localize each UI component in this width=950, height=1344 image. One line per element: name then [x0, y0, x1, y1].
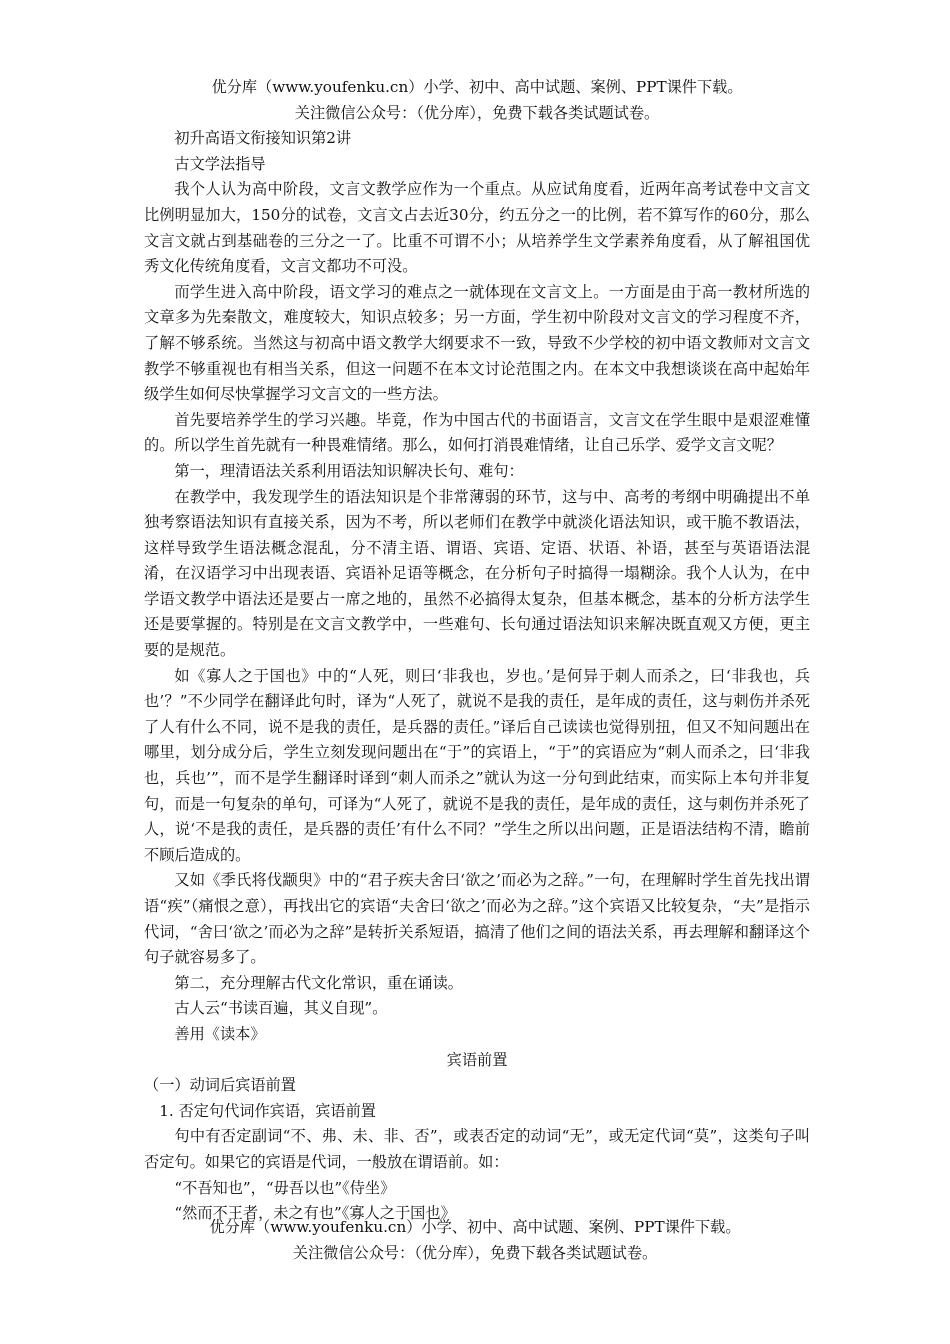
point-2-heading: 第二，充分理解古代文化常识，重在诵读。 — [174, 973, 463, 992]
page-footer — [0, 1215, 950, 1266]
example-line: “不吾知也”，“毋吾以也”《侍坐》 — [174, 1178, 396, 1197]
quote-line: 古人云“书读百遍，其义自现”。 — [174, 999, 388, 1018]
reader-line: 善用《读本》 — [174, 1024, 266, 1043]
paragraph: 首先要培养学生的学习兴趣。毕竟，作为中国古代的书面语言，文言文在学生眼中是艰涩难懂的。所以学生首先就有一种畏难情绪。那么，如何打消畏难情绪，让自己乐学、爱学文言文呢？ — [144, 410, 810, 455]
footer-line-2: 关注微信公众号：（优分库），免费下载各类试题试卷。 — [292, 1243, 658, 1262]
section-title: 宾语前置 — [446, 1050, 508, 1069]
header-line-1: 优分库（www.youfenku.cn）小学、初中、高中试题、案例、PPT课件下载。 — [211, 78, 743, 96]
paragraph: 又如《季氏将伐颛臾》中的“君子疾夫舍曰‘欲之’而必为之辞。”一句，在理解时学生首先找出谓语“疾”（痛恨之意），再找出它的宾语“夫舍曰‘欲之’而必为之辞。”这个宾语又比较复杂，“夫”是指示代词，“舍曰‘欲之’而必为之辞”是转折关系短语，搞清了他们之间的语法关系，再去理解和翻译这个句子就容易多了。 — [144, 871, 810, 967]
point-1-heading: 第一，理清语法关系利用语法知识解决长句、难句： — [174, 461, 524, 480]
paragraph: 如《寡人之于国也》中的“人死，则曰‘非我也，岁也。’是何异于刺人而杀之，曰‘非我也，兵也’？”不少同学在翻译此句时，译为“人死了，就说不是我的责任，是年成的责任，这与刺伤并杀死了人有什么不同，说不是我的责任，是兵器的责任。”译后自己读读也觉得别扭，但又不知问题出在哪里，划分成分后，学生立刻发现问题出在“于”的宾语上，“于”的宾语应为“刺人而杀之，曰‘非我也，兵也’”，而不是学生翻译时译到“刺人而杀之”就认为这一分句到此结束，而实际上本句并非复句，而是一句复杂的单句，可译为“人死了，就说不是我的责任，是年成的责任，这与刺伤并杀死了人，说‘不是我的责任，是兵器的责任’有什么不同？”学生之所以出问题，正是语法结构不清，瞻前不顾后造成的。 — [144, 666, 810, 864]
paragraph: 而学生进入高中阶段，语文学习的难点之一就体现在文言文上。一方面是由于高一教材所选的文章多为先秦散文，难度较大，知识点较多；另一方面，学生初中阶段对文言文的学习程度不齐，了解不够系统。当然这与初高中语文教学大纲要求不一致，导致不少学校的初中语文教师对文言文教学不够重视也有相当关系，但这一问题不在本文讨论范围之内。在本文中我想谈谈在高中起始年级学生如何尽快掌握学习文言文的一些方法。 — [144, 282, 810, 404]
lecture-title: 初升高语文衔接知识第2讲 — [174, 129, 352, 148]
subsection-heading: （一）动词后宾语前置 — [144, 1076, 296, 1095]
paragraph: 在教学中，我发现学生的语法知识是个非常薄弱的环节，这与中、高考的考纲中明确提出不单独考察语法知识有直接关系，因为不考，所以老师们在教学中就淡化语法知识，或干脆不教语法，这样导致学生语法概念混乱，分不清主语、谓语、宾语、定语、状语、补语，甚至与英语语法混淆，在汉语学习中出现表语、宾语补足语等概念，在分析句子时搞得一塌糊涂。我个人认为，在中学语文教学中语法还是要占一席之地的，虽然不必搞得太复杂，但基本概念，基本的分析方法学生还是要掌握的。特别是在文言文教学中，一些难句、长句通过语法知识来解决既直观又方便，更主要的是规范。 — [144, 487, 810, 660]
footer-line-1: 优分库（www.youfenku.cn）小学、初中、高中试题、案例、PPT课件下载。 — [209, 1218, 741, 1236]
paragraph: 句中有否定副词“不、弗、未、非、否”，或表否定的动词“无”，或无定代词“莫”，这类句子叫否定句。如果它的宾语是代词，一般放在谓语前。如： — [144, 1127, 810, 1171]
list-item-heading: 1. 否定句代词作宾语，宾语前置 — [159, 1101, 376, 1120]
page-header — [144, 75, 810, 126]
paragraph: 我个人认为高中阶段，文言文教学应作为一个重点。从应试角度看，近两年高考试卷中文言文比例明显加大，150分的试卷，文言文占去近30分，约五分之一的比例，若不算写作的60分，那么文言文就占到基础卷的三分之一了。比重不可谓不小；从培养学生文学素养角度看，从了解祖国优秀文化传统角度看，文言文都功不可没。 — [144, 180, 810, 276]
header-line-2: 关注微信公众号：（优分库），免费下载各类试题试卷。 — [294, 103, 660, 122]
subtitle: 古文学法指导 — [174, 154, 266, 173]
example-line: “然而不王者，未之有也”《寡人之于国也》 — [174, 1204, 456, 1223]
